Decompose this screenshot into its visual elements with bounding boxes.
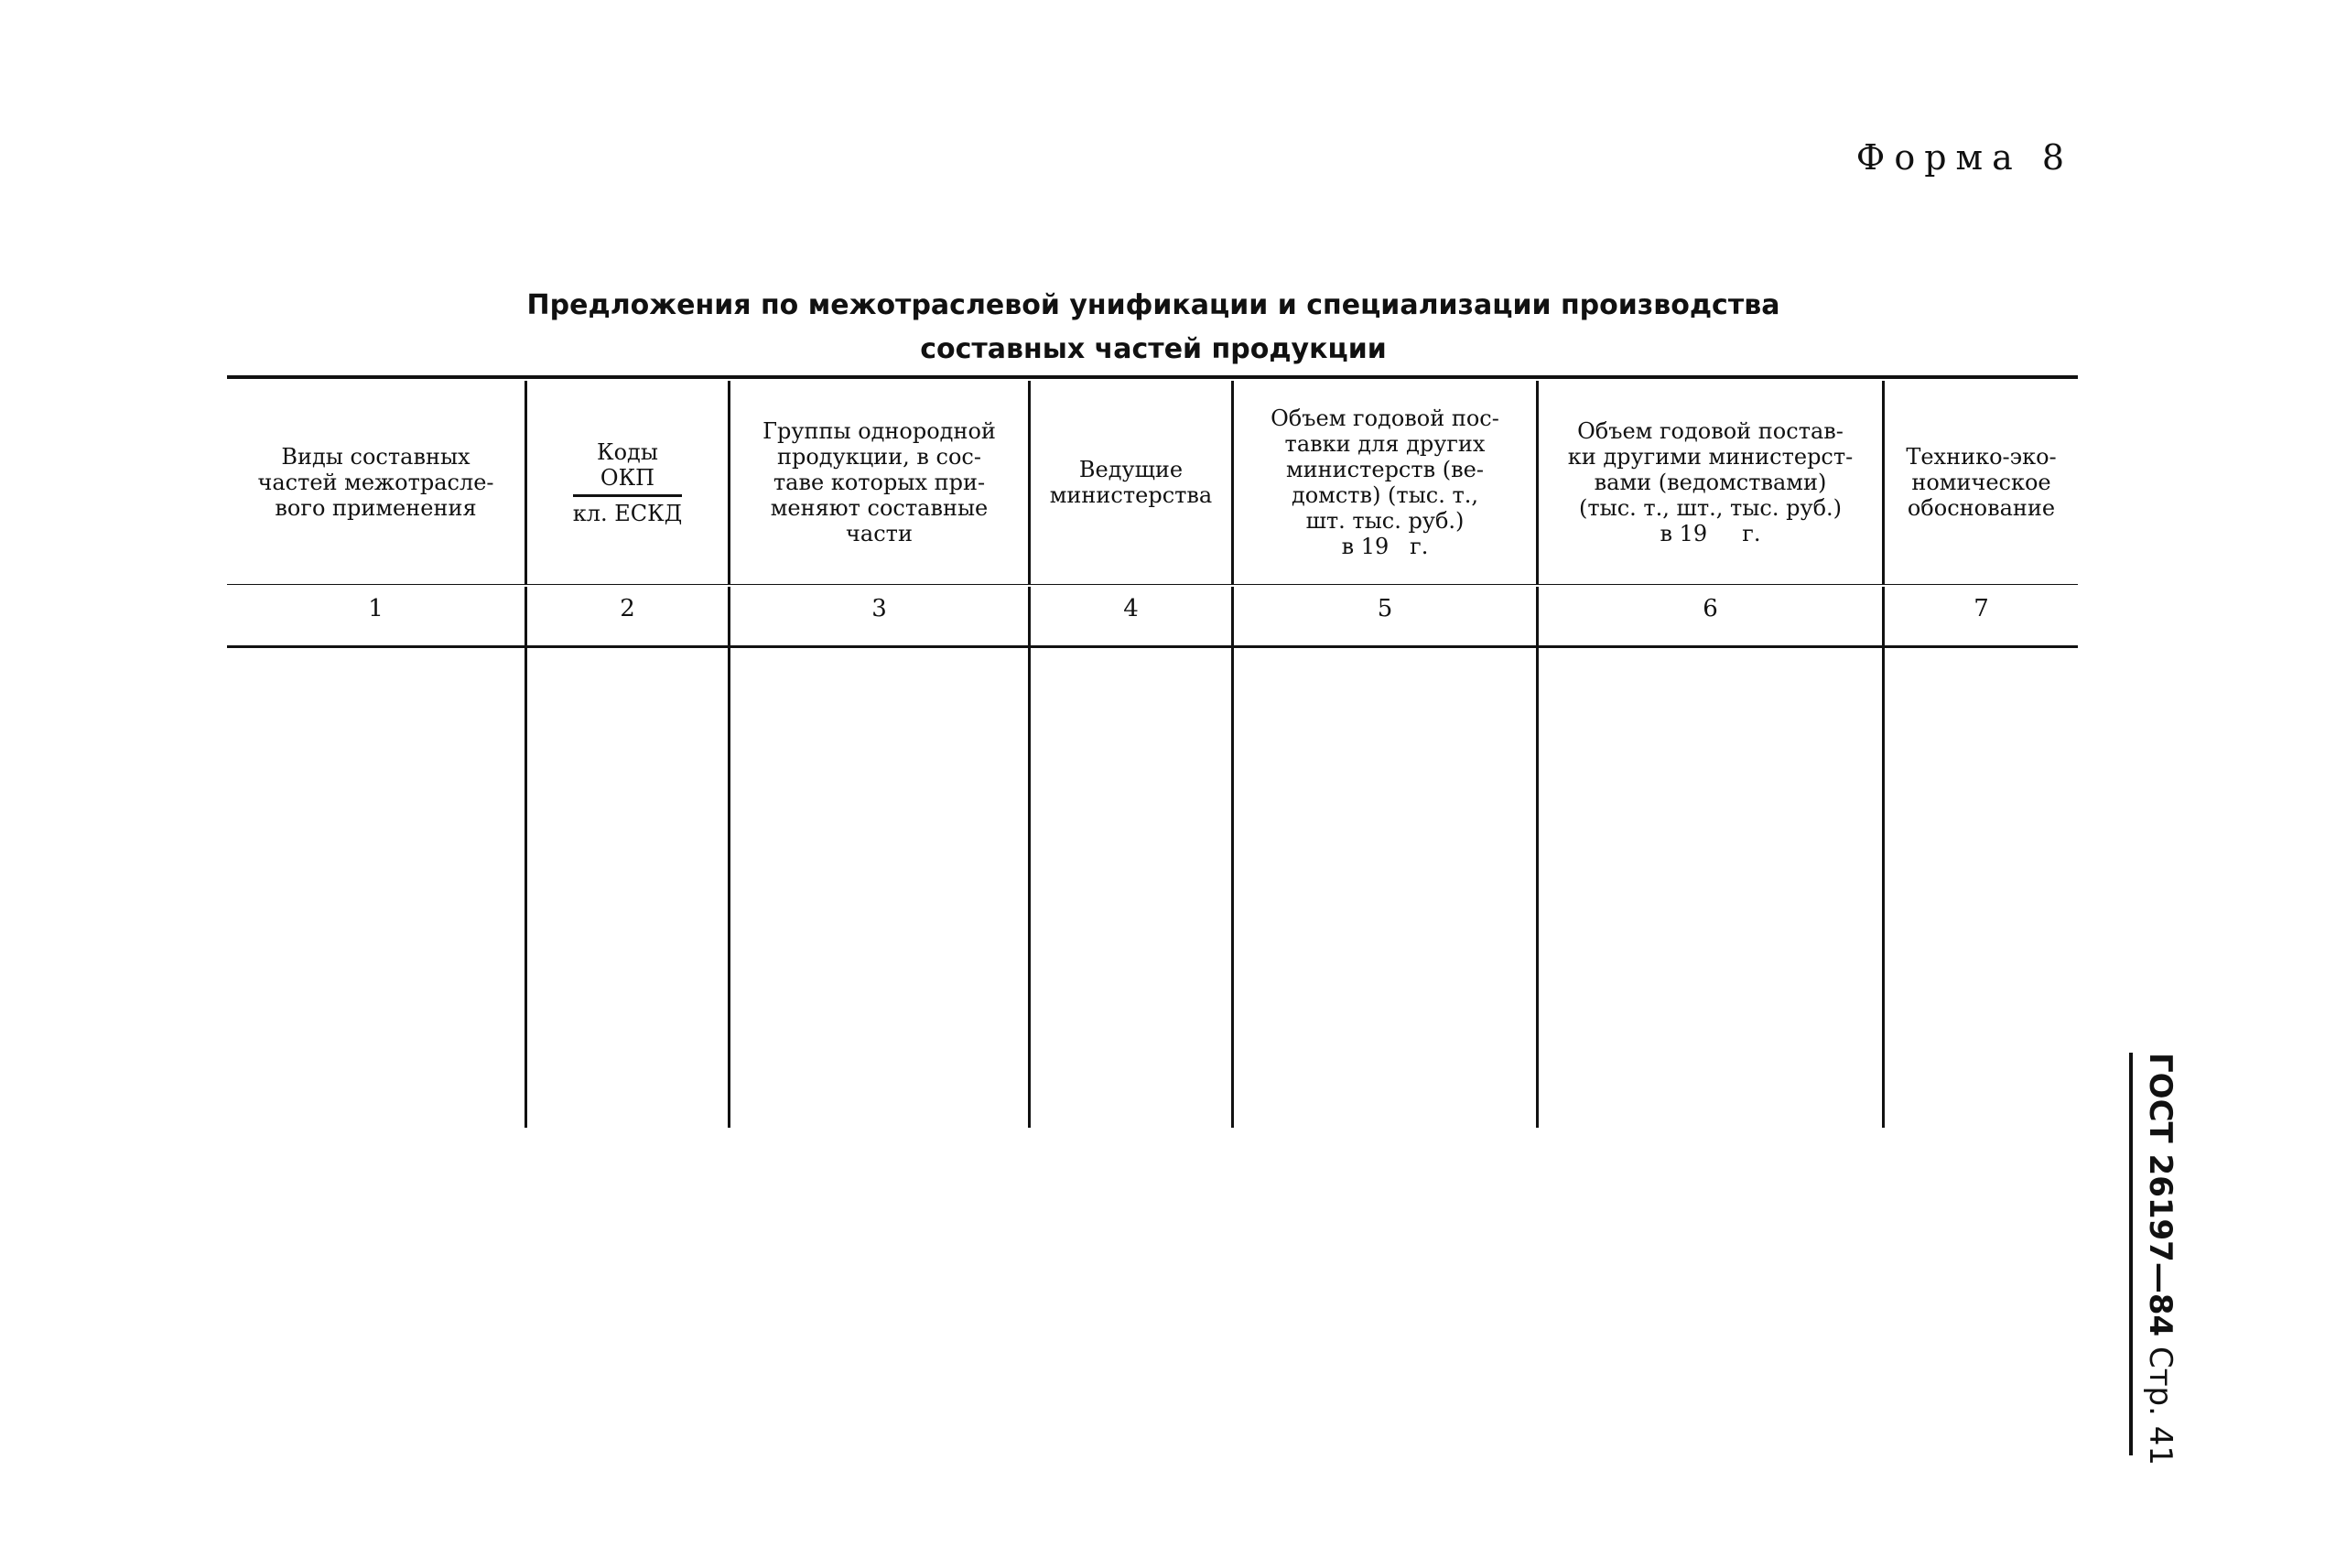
code-fraction	[573, 465, 682, 526]
header-col-6	[1539, 381, 1882, 584]
header-text: части	[846, 521, 913, 546]
page-side-label	[2129, 1053, 2188, 1465]
column-number: 6	[1703, 595, 1718, 622]
title-line-1: Предложения по межотраслевой унификации и специализации производства	[526, 289, 1780, 321]
header-text: шт. тыс. руб.)	[1305, 508, 1465, 534]
header-text: вами (ведомствами)	[1594, 470, 1827, 495]
header-text: (тыс. т., шт., тыс. руб.)	[1578, 495, 1843, 521]
header-col-3	[730, 381, 1028, 584]
header-text: Ведущие	[1078, 457, 1184, 482]
row-gap	[227, 585, 2078, 587]
header-text: вого применения	[275, 495, 477, 521]
header-text: частей межотрасле-	[257, 470, 494, 495]
fraction-denominator: кл. ЕСКД	[572, 500, 683, 526]
header-text: продукции, в сос-	[777, 444, 981, 470]
header-col-2	[527, 381, 728, 584]
header-text: таве которых при-	[773, 470, 986, 495]
header-text: ки другими министерст-	[1567, 444, 1854, 470]
header-text: номическое	[1911, 470, 2051, 495]
column-number: 2	[620, 595, 635, 622]
header-text: Виды составных	[281, 444, 470, 470]
header-text: Объем годовой постав-	[1577, 418, 1844, 444]
title-line-2: составных частей продукции	[920, 333, 1387, 365]
header-text: обоснование	[1907, 495, 2056, 521]
header-text: Технико-эко-	[1906, 444, 2057, 470]
header-text: Объем годовой пос-	[1271, 406, 1499, 431]
header-text: в 19 г.	[1341, 534, 1429, 559]
page-number: Стр. 41	[2142, 1346, 2179, 1465]
header-col-1	[227, 381, 524, 584]
form-label: Форма 8	[1855, 137, 2073, 178]
header-text: меняют составные	[770, 495, 989, 521]
table-top-rule	[227, 375, 2078, 379]
header-text: Группы однородной	[762, 418, 996, 444]
numbers-bottom-rule	[227, 645, 2078, 648]
header-text: Коды	[597, 438, 658, 465]
fraction-numerator: ОКП	[573, 465, 682, 497]
column-number: 1	[368, 595, 384, 622]
header-col-5	[1234, 381, 1536, 584]
header-col-4	[1031, 381, 1231, 584]
column-number: 3	[871, 595, 887, 622]
column-number: 7	[1974, 595, 1989, 622]
column-number: 4	[1123, 595, 1139, 622]
header-text: тавки для других	[1284, 431, 1486, 457]
header-text: министерств (ве-	[1285, 457, 1484, 482]
header-text: в 19 г.	[1660, 521, 1761, 546]
header-text: министерства	[1049, 482, 1213, 508]
column-number: 5	[1377, 595, 1393, 622]
header-text: домств) (тыс. т.,	[1291, 482, 1479, 508]
document-title	[229, 284, 2078, 372]
header-col-7	[1885, 381, 2078, 584]
gost-number: ГОСТ 26197—84	[2142, 1053, 2179, 1337]
